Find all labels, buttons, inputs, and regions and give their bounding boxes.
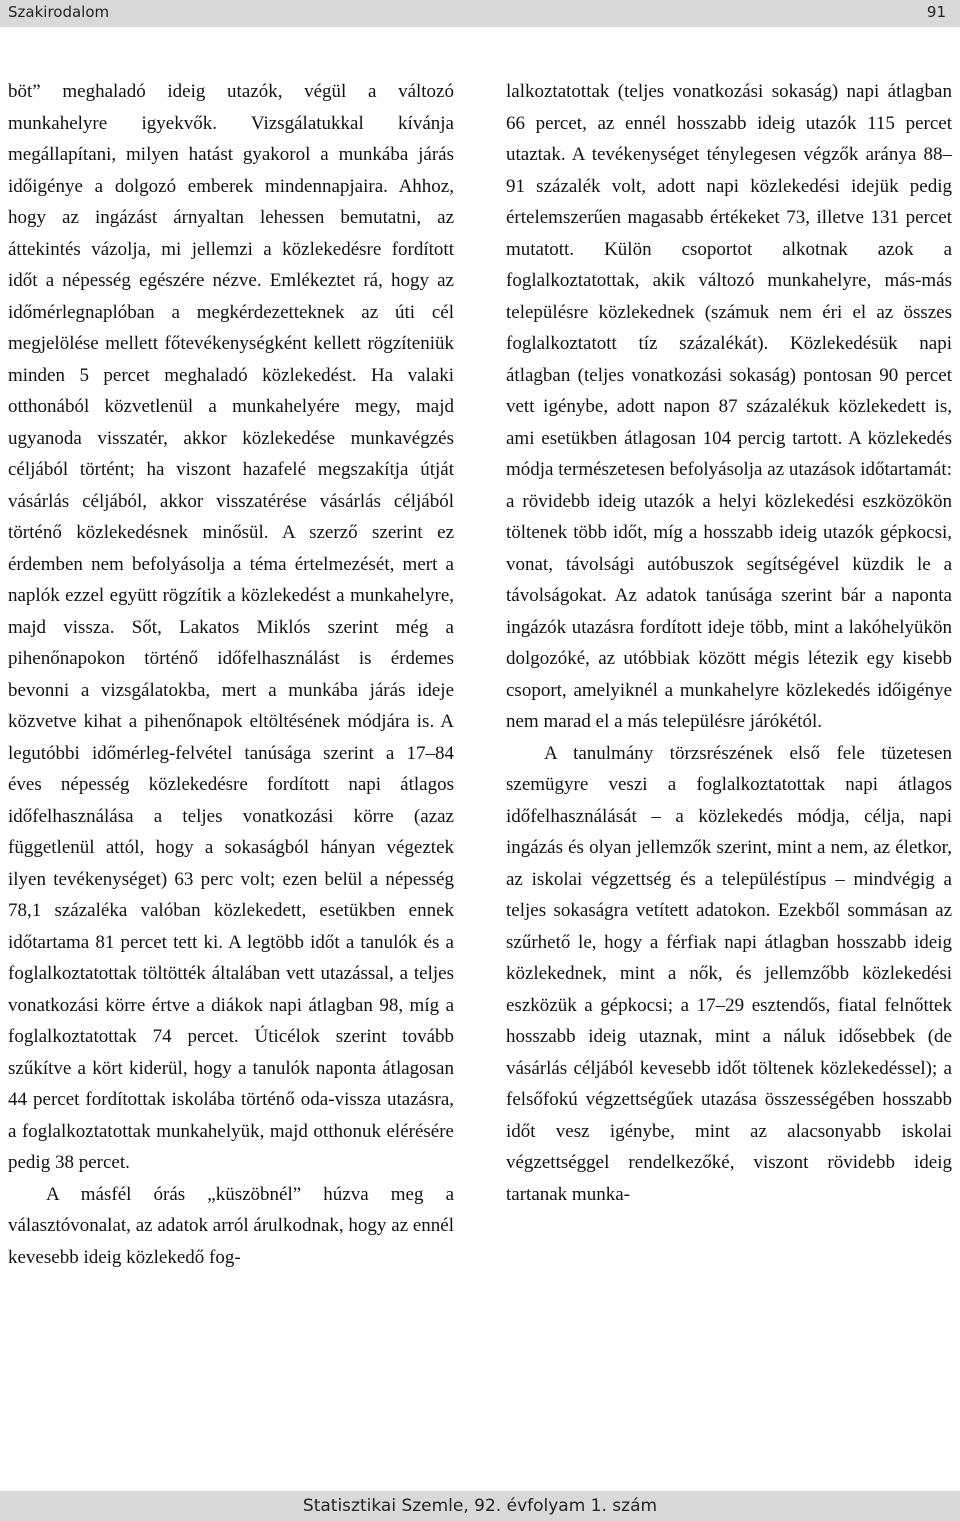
- page-number: 91: [926, 3, 946, 21]
- right-paragraph-1: lalkoztatottak (teljes vonatkozási sokaság) napi átlagban 66 percet, az ennél hosszabb ideig utazók 115 percet utaztak. A tevékenységet ténylegesen végzők aránya 88–91 százalék volt, adott napi közlekedési idejük pedig értelemszerűen magasabb értékeket 73, illetve 131 percet mutatott. Külön csoportot alkotnak azok a foglalkoztatottak, akik változó munkahelyre, más-más településre közlekednek (számuk nem éri el az összes foglalkoztatott tíz százalékát). Közlekedésük napi átlagban (teljes vonatkozási sokaság) pontosan 90 percet vett igénybe, adott napon 87 százalékuk közlekedett is, ami esetükben átlagosan 104 percig tartott. A közlekedés módja természetesen befolyásolja az utazások időtartamát: a rövidebb ideig utazók a helyi közlekedési eszközökön töltenek több időt, míg a hosszabb ideig utazók gépkocsi, vonat, távolsági autóbuszok segítségével küzdik le a távolságokat. Az adatok tanúsága szerint bár a naponta ingázók utazásra fordított ideje több, mint a lakóhelyükön dolgozóké, az utóbbiak között mégis létezik egy kisebb csoport, amelyiknél a munkahelyre közlekedés időigénye nem marad el a más településre járókétól.: [506, 81, 952, 732]
- right-paragraph-2: A tanulmány törzsrészének első fele tüzetesen szemügyre veszi a foglalkoztatottak napi átlagos időfelhasználását – a közlekedés módja, célja, napi ingázás és olyan jellemzők szerint, mint a nem, az életkor, az iskolai végzettség és a településtípus – mindvégig a teljes sokaságra vetített adatokon. Ezekből sommásan az szűrhető le, hogy a férfiak napi átlagban hosszabb ideig közlekednek, mint a nők, és jellemzőbb közlekedési eszközük a gépkocsi; a 17–29 esztendős, fiatal felnőttek hosszabb ideig utaznak, mint a náluk idősebbek (de vásárlás céljából kevesebb időt töltenek közlekedéssel); a felsőfokú végzettségűek utazása összességében hosszabb időt vesz igénybe, mint az alacsonyabb iskolai végzettséggel rendelkezőké, viszont rövidebb ideig tartanak munka-: [506, 742, 952, 1205]
- left-column: [8, 76, 454, 1273]
- left-paragraph-2: A másfél órás „küszöbnél” húzva meg a választóvonalat, az adatok arról árulkodnak, hogy az ennél kevesebb ideig közlekedő fog-: [8, 1183, 454, 1268]
- right-column: [506, 76, 952, 1210]
- journal-citation: Statisztikai Szemle, 92. évfolyam 1. szám: [302, 1496, 658, 1516]
- running-header: [0, 0, 960, 27]
- running-footer: [0, 1491, 960, 1521]
- left-paragraph-1: böt” meghaladó ideig utazók, végül a változó munkahelyre igyekvők. Vizsgálatukkal kívánja megállapítani, milyen hatást gyakorol a munkába járás időigénye a dolgozó emberek mindennapjaira. Ahhoz, hogy az ingázást árnyaltan lehessen bemutatni, az áttekintés vázolja, mi jellemzi a közlekedésre fordított időt a népesség egészére nézve. Emlékeztet rá, hogy az időmérlegnaplóban a megkérdezetteknek az úti cél megjelölése mellett főtevékenységként kellett rögzíteniük minden 5 percet meghaladó közlekedést. Ha valaki otthonából közvetlenül a munkahelyére megy, majd ugyanoda visszatér, akkor közlekedése munkavégzés céljából történt; ha viszont hazafelé megszakítja útját vásárlás céljából, akkor visszatérése vásárlás céljából történő közlekedésnek minősül. A szerző szerint ez érdemben nem befolyásolja a téma értelmezését, mert a naplók ezzel együtt rögzítik a közlekedést a munkahelyre, majd vissza. Sőt, Lakatos Miklós szerint még a pihenőnapokon történő időfelhasználást is érdemes bevonni a vizsgálatokba, mert a munkába járás ideje közvetve kihat a pihenőnapok eltöltésének módjára is. A legutóbbi időmérleg-felvétel tanúsága szerint a 17–84 éves népesség közlekedésre fordított napi átlagos időfelhasználása a teljes vonatkozási körre (azaz függetlenül attól, hogy a sokaságból hányan végeztek ilyen tevékenységet) 63 perc volt; ezen belül a népesség 78,1 százaléka valóban közlekedett, esetükben ennek időtartama 81 percet tett ki. A legtöbb időt a tanulók és a foglalkoztatottak töltötték általában vett utazással, a teljes vonatkozási körre értve a diákok napi átlagban 98, míg a foglalkoztatottak 74 percet. Úticélok szerint tovább szűkítve a kört kiderül, hogy a tanulók naponta átlagosan 44 percet fordítottak iskolába történő oda-vissza utazásra, a foglalkoztatottak munkahelyük, majd otthonuk elérésére pedig 38 percet.: [8, 81, 454, 1173]
- section-title: Szakirodalom: [8, 3, 110, 21]
